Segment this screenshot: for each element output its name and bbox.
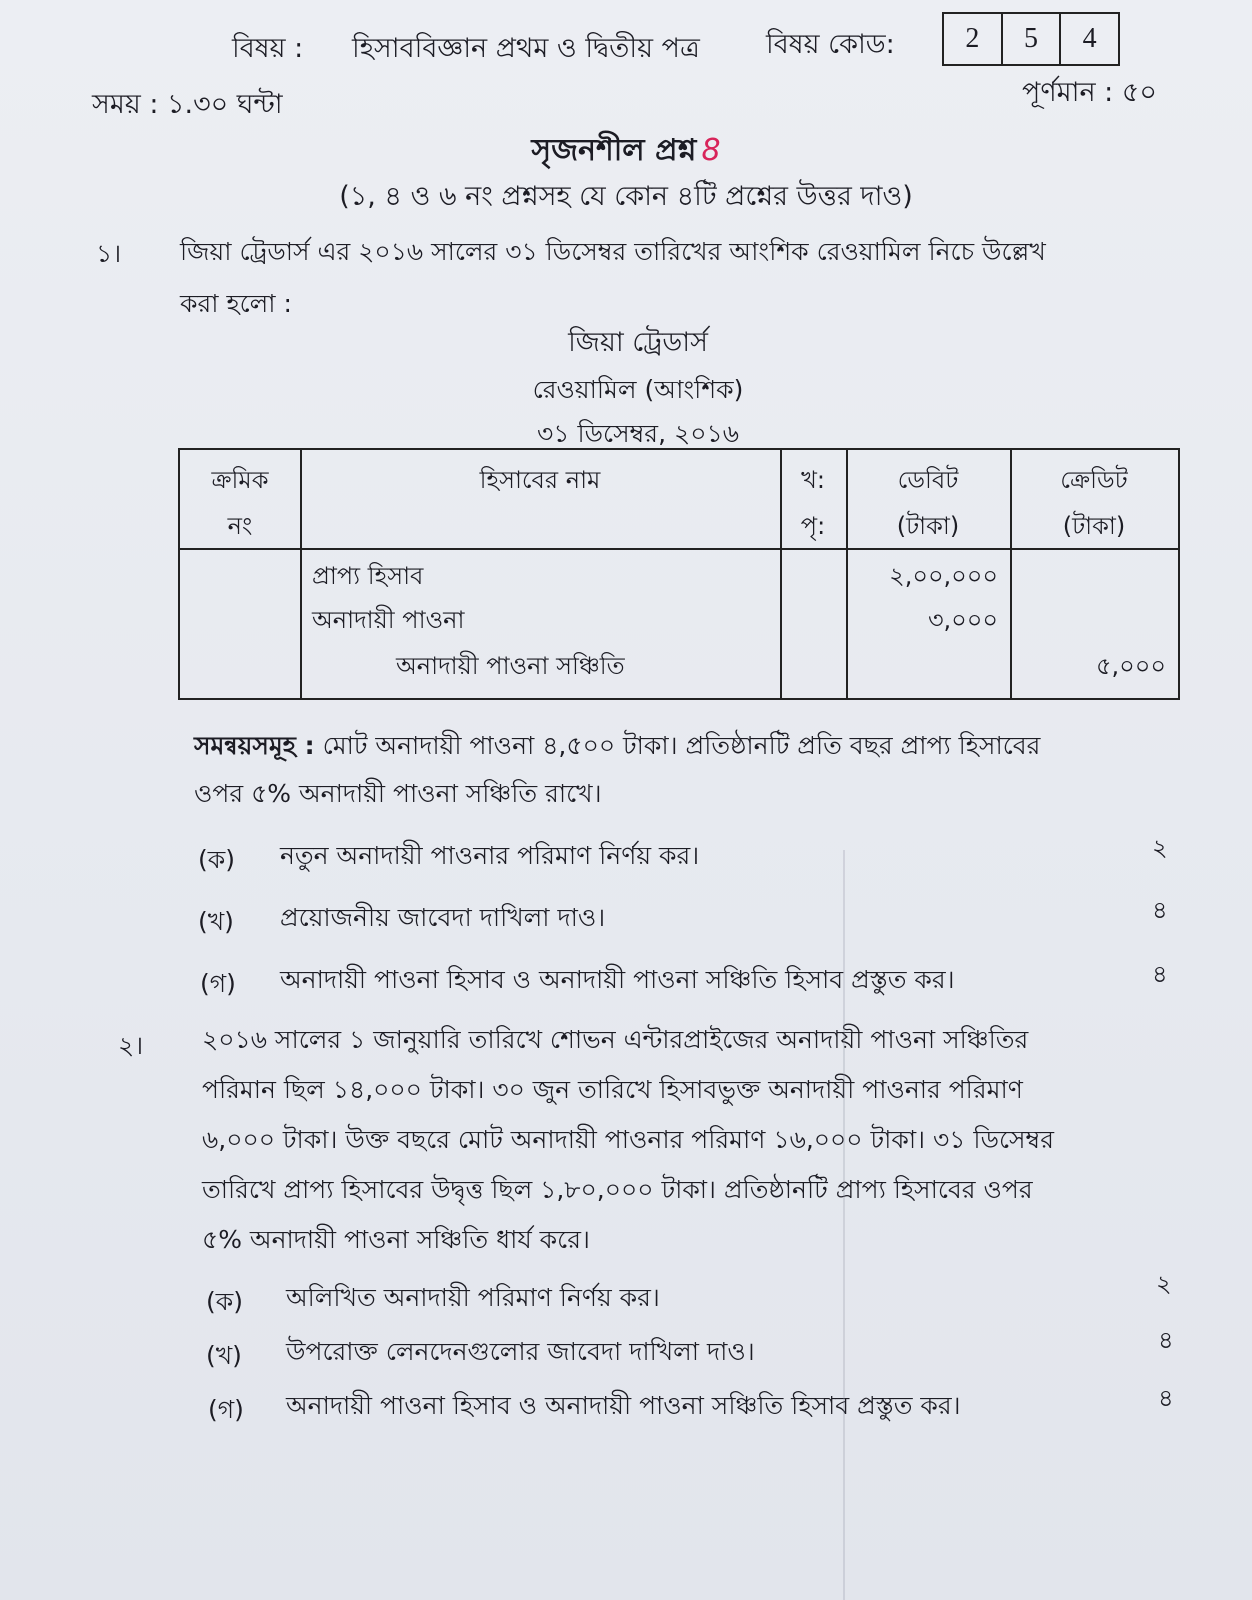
- q1-part-text: নতুন অনাদায়ী পাওনার পরিমাণ নির্ণয় কর।: [280, 841, 700, 870]
- q1-part-text: অনাদায়ী পাওনা হিসাব ও অনাদায়ী পাওনা সঞ্চিতি হিসাব প্রস্তুত কর।: [280, 965, 955, 994]
- q2-part-marks: ৪: [1158, 1326, 1174, 1354]
- q1-adjustments-line1: [194, 726, 1040, 769]
- q1-part-marks: ৪: [1152, 960, 1168, 988]
- adjustments-text: মোট অনাদায়ী পাওনা ৪,৫০০ টাকা। প্রতিষ্ঠানটি প্রতি বছর প্রাপ্য হিসাবের: [322, 731, 1041, 760]
- section-title-wrap: [0, 126, 1252, 177]
- q2-line2: পরিমান ছিল ১৪,০০০ টাকা। ৩০ জুন তারিখে হিসাবভুক্ত অনাদায়ী পাওনার পরিমাণ: [202, 1075, 1023, 1104]
- q1-number: ১।: [96, 239, 122, 268]
- q1-part-marks: ৪: [1152, 896, 1168, 924]
- q2-part-label: (খ): [206, 1341, 242, 1370]
- paper-fold-line: [843, 850, 845, 1600]
- q1-part-text: প্রয়োজনীয় জাবেদা দাখিলা দাও।: [280, 903, 606, 932]
- table-title-name: রেওয়ামিল (আংশিক): [532, 375, 744, 404]
- q1-stem-line2: করা হলো :: [180, 289, 292, 318]
- q1-part-label: (খ): [198, 907, 234, 936]
- header-credit-2: (টাকা): [1062, 512, 1126, 540]
- q2-line5: ৫% অনাদায়ী পাওনা সঞ্চিতি ধার্য করে।: [202, 1225, 590, 1254]
- code-digit: 2: [944, 14, 1003, 64]
- subject-code-label: বিষয় কোড:: [766, 29, 895, 60]
- q2-part-label: (ক): [206, 1287, 243, 1316]
- q2-number: ২।: [118, 1031, 144, 1060]
- header-ledger-2: পৃ:: [800, 512, 826, 540]
- q2-part-marks: ২: [1156, 1270, 1172, 1298]
- q2-part-text: অনাদায়ী পাওনা হিসাব ও অনাদায়ী পাওনা সঞ্চিতি হিসাব প্রস্তুত কর।: [286, 1391, 961, 1420]
- header-debit-1: ডেবিট: [897, 466, 959, 494]
- q1-part-label: (গ): [200, 969, 236, 998]
- adjustments-label: সমন্বয়সমূহ :: [194, 731, 315, 760]
- subject-label: বিষয় :: [232, 33, 304, 64]
- q1-part-label: (ক): [198, 845, 235, 874]
- q2-part-label: (গ): [208, 1395, 244, 1424]
- row-account: অনাদায়ী পাওনা সঞ্চিতি: [396, 652, 625, 680]
- q2-part-text: উপরোক্ত লেনদেনগুলোর জাবেদা দাখিলা দাও।: [286, 1337, 755, 1366]
- exam-time: সময় : ১.৩০ ঘন্টা: [92, 89, 283, 120]
- row-debit: ৩,০০০: [927, 606, 998, 634]
- row-account: প্রাপ্য হিসাব: [312, 562, 424, 590]
- row-account: অনাদায়ী পাওনা: [312, 606, 465, 634]
- section-title: সৃজনশীল প্রশ্ন: [531, 133, 697, 168]
- subject-name: হিসাববিজ্ঞান প্রথম ও দ্বিতীয় পত্র: [352, 33, 700, 64]
- header-account: হিসাবের নাম: [479, 466, 601, 494]
- table-title-date: ৩১ ডিসেম্বর, ২০১৬: [537, 419, 739, 448]
- section-instruction: (১, ৪ ও ৬ নং প্রশ্নসহ যে কোন ৪টি প্রশ্নের উত্তর দাও): [339, 181, 913, 212]
- code-digit: 4: [1082, 23, 1097, 54]
- q2-part-text: অলিখিত অনাদায়ী পরিমাণ নির্ণয় কর।: [286, 1283, 660, 1312]
- header-serial-1: ক্রমিক: [211, 466, 269, 494]
- q2-line3: ৬,০০০ টাকা। উক্ত বছরে মোট অনাদায়ী পাওনার পরিমাণ ১৬,০০০ টাকা। ৩১ ডিসেম্বর: [202, 1125, 1055, 1154]
- header-credit-1: ক্রেডিট: [1060, 466, 1128, 494]
- trial-balance-table: [178, 448, 1180, 700]
- row-credit: ৫,০০০: [1095, 652, 1166, 680]
- q2-line4: তারিখে প্রাপ্য হিসাবের উদ্বৃত্ত ছিল ১,৮০,০০০ টাকা। প্রতিষ্ঠানটি প্রাপ্য হিসাবের ওপর: [202, 1175, 1033, 1204]
- q2-part-marks: ৪: [1158, 1384, 1174, 1412]
- handwritten-mark: 8: [701, 133, 721, 168]
- q1-part-marks: ২: [1152, 834, 1168, 862]
- q1-stem-line1: জিয়া ট্রেডার্স এর ২০১৬ সালের ৩১ ডিসেম্বর তারিখের আংশিক রেওয়ামিল নিচে উল্লেখ: [180, 237, 1046, 266]
- full-marks: পূর্ণমান : ৫০: [1022, 77, 1157, 108]
- table-title-company: জিয়া ট্রেডার্স: [568, 327, 708, 358]
- header-debit-2: (টাকা): [896, 512, 960, 540]
- subject-code-box: [942, 12, 1120, 66]
- row-debit: ২,০০,০০০: [889, 562, 998, 590]
- code-digit: 5: [1003, 14, 1062, 64]
- header-ledger-1: খ:: [801, 466, 825, 494]
- q2-line1: ২০১৬ সালের ১ জানুয়ারি তারিখে শোভন এন্টারপ্রাইজের অনাদায়ী পাওনা সঞ্চিতির: [202, 1025, 1029, 1054]
- q1-adjustments-line2: ওপর ৫% অনাদায়ী পাওনা সঞ্চিতি রাখে।: [194, 779, 602, 808]
- header-serial-2: নং: [227, 512, 253, 540]
